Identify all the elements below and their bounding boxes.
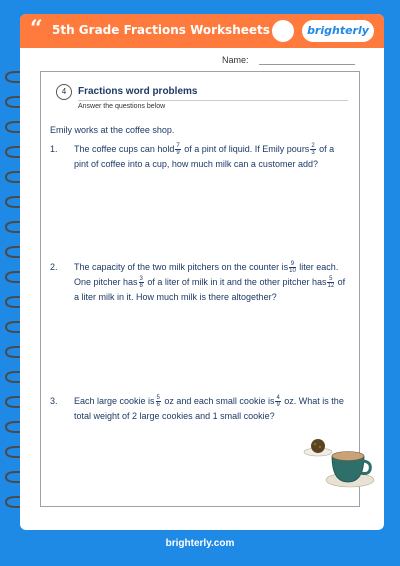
coffee-cup-illustration xyxy=(296,428,376,498)
fraction: $\frac{2}{3}$ xyxy=(311,143,315,157)
question-text: The capacity of the two milk pitchers on the counter is $\frac{9}{10}$ liter each. One pitcher has $\frac{3}{8}$ of a liter of milk in it and the other pitcher has $\frac{5}{12}$ of a liter milk in it. How much milk is there altogether? xyxy=(74,261,346,302)
fraction: $\frac{7}{9}$ xyxy=(176,143,180,157)
section-subtitle: Answer the questions below xyxy=(78,103,166,110)
fraction: $\frac{5}{12}$ xyxy=(327,276,335,290)
footer-url: brighterly.com xyxy=(165,538,235,549)
quote-icon: “ xyxy=(30,16,43,42)
fraction: $\frac{3}{8}$ xyxy=(139,276,143,290)
brand-logo: brighterly xyxy=(302,20,374,42)
question-number: 2. xyxy=(50,262,58,272)
question-text: The coffee cups can hold $\frac{7}{9}$ of a pint of liquid. If Emily pours $\frac{2}{3}$ of a pint of coffee into a cup, how much milk can a customer add? xyxy=(74,143,335,169)
fraction: $\frac{5}{6}$ xyxy=(156,395,160,409)
coffee-surface xyxy=(332,452,364,461)
question-number: 1. xyxy=(50,144,58,154)
section-number: 4 xyxy=(56,84,72,100)
intro-text: Emily works at the coffee shop. xyxy=(50,125,175,135)
page-title: 5th Grade Fractions Worksheets xyxy=(52,23,270,37)
question-number: 3. xyxy=(50,396,58,406)
section-divider xyxy=(78,100,348,101)
question-2 xyxy=(50,260,346,305)
header-bar xyxy=(20,14,384,48)
question-3 xyxy=(50,394,350,424)
name-label: Name: xyxy=(222,55,249,65)
worksheet-page xyxy=(20,14,384,530)
circle-decoration-icon xyxy=(272,20,294,42)
fraction: $\frac{4}{9}$ xyxy=(276,395,280,409)
fraction: $\frac{9}{10}$ xyxy=(289,261,296,275)
question-1 xyxy=(50,142,350,172)
name-field-line[interactable] xyxy=(259,64,355,65)
question-text: Each large cookie is $\frac{5}{6}$ oz and each small cookie is $\frac{4}{9}$ oz. What is the total weight of 2 large cookies and 1 small cookie? xyxy=(74,395,344,421)
section-title: Fractions word problems xyxy=(78,86,198,97)
